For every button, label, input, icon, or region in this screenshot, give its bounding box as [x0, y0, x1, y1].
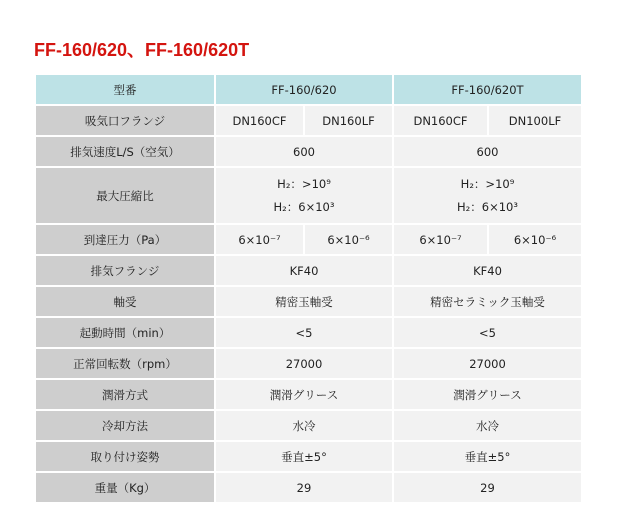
table-row-start: [36, 318, 581, 347]
cell-a: 29: [216, 473, 392, 502]
cell-a2: 6×10⁻⁶: [305, 225, 392, 254]
cell-b2: DN100LF: [489, 106, 581, 135]
table-row-bearing: [36, 287, 581, 316]
row-label: 正常回転数（rpm）: [36, 349, 214, 378]
ratio-a-line2: H₂：6×10³: [273, 199, 335, 214]
cell-a: 垂直±5°: [216, 442, 392, 471]
table-row-header: [36, 75, 581, 104]
table-row-speed: [36, 137, 581, 166]
row-label: 軸受: [36, 287, 214, 316]
cell-b1: DN160CF: [394, 106, 487, 135]
cell-b: KF40: [394, 256, 581, 285]
cell-a1: DN160CF: [216, 106, 303, 135]
cell-b: 水冷: [394, 411, 581, 440]
cell-a: 600: [216, 137, 392, 166]
header-model-b: FF-160/620T: [394, 75, 581, 104]
cell-b: 精密セラミック玉軸受: [394, 287, 581, 316]
header-model-a: FF-160/620: [216, 75, 392, 104]
row-label: 重量（Kg）: [36, 473, 214, 502]
cell-a1: 6×10⁻⁷: [216, 225, 303, 254]
spec-table: [34, 73, 583, 504]
cell-b: [394, 168, 581, 223]
ratio-a-line1: H₂：>10⁹: [277, 176, 331, 191]
table-row-pressure: [36, 225, 581, 254]
table-row-weight: [36, 473, 581, 502]
ratio-b-line2: H₂：6×10³: [457, 199, 518, 214]
row-label: 潤滑方式: [36, 380, 214, 409]
table-row-cooling: [36, 411, 581, 440]
cell-a: 潤滑グリース: [216, 380, 392, 409]
cell-a: KF40: [216, 256, 392, 285]
cell-a2: DN160LF: [305, 106, 392, 135]
row-label: 冷却方法: [36, 411, 214, 440]
page-title: FF-160/620、FF-160/620T: [34, 40, 250, 60]
row-label: 最大圧縮比: [36, 168, 214, 223]
row-label: 排気速度L/S（空気）: [36, 137, 214, 166]
table-row-ratio: [36, 168, 581, 223]
cell-b: 27000: [394, 349, 581, 378]
row-label: 取り付け姿勢: [36, 442, 214, 471]
row-label: 排気フランジ: [36, 256, 214, 285]
cell-b: 潤滑グリース: [394, 380, 581, 409]
cell-b: 垂直±5°: [394, 442, 581, 471]
cell-b2: 6×10⁻⁶: [489, 225, 581, 254]
row-label: 到達圧力（Pa）: [36, 225, 214, 254]
table-row-flange-in: [36, 106, 581, 135]
table-row-lube: [36, 380, 581, 409]
cell-a: 水冷: [216, 411, 392, 440]
table-row-flange-out: [36, 256, 581, 285]
row-label: 吸気口フランジ: [36, 106, 214, 135]
cell-b: <5: [394, 318, 581, 347]
cell-a: <5: [216, 318, 392, 347]
table-row-mount: [36, 442, 581, 471]
cell-a: 27000: [216, 349, 392, 378]
cell-b: 600: [394, 137, 581, 166]
cell-a: [216, 168, 392, 223]
row-label: 起動時間（min）: [36, 318, 214, 347]
cell-a: 精密玉軸受: [216, 287, 392, 316]
ratio-b-line1: H₂：>10⁹: [460, 176, 515, 191]
header-label: 型番: [36, 75, 214, 104]
table-row-rpm: [36, 349, 581, 378]
cell-b1: 6×10⁻⁷: [394, 225, 487, 254]
cell-b: 29: [394, 473, 581, 502]
